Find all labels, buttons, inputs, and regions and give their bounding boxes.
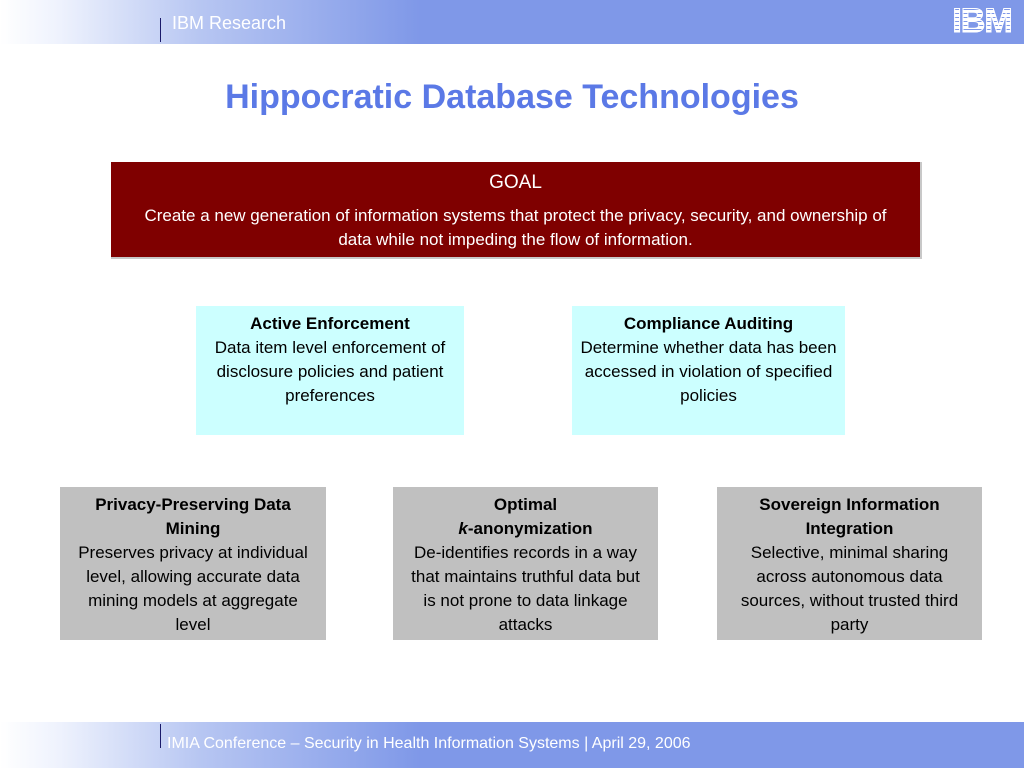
header-brand: IBM Research [172, 13, 287, 33]
box-text: De-identifies records in a way that maintains truthful data but is not prone to data linkage attacks [411, 543, 640, 634]
box-optimal-k-anonymization [393, 487, 658, 640]
footer-text: IMIA Conference – Security in Health Information Systems | April 29, 2006 [167, 735, 691, 752]
goal-title: GOAL [489, 172, 542, 193]
footer-band [0, 722, 1024, 768]
footer-divider [160, 724, 161, 748]
slide-title: Hippocratic Database Technologies [225, 78, 799, 116]
box-title-line2 [405, 517, 646, 541]
box-text: Data item level enforcement of disclosure policies and patient preferences [214, 338, 446, 405]
box-privacy-preserving-data-mining [60, 487, 326, 640]
box-title: Privacy-Preserving Data Mining [95, 495, 291, 538]
box-compliance-auditing [572, 306, 845, 435]
box-text: Preserves privacy at individual level, allowing accurate data mining models at aggregate level [78, 543, 308, 634]
box-sovereign-information-integration [717, 487, 982, 640]
box-text: Determine whether data has been accessed in violation of specified policies [580, 338, 837, 405]
box-title-rest: -anonymization [467, 519, 593, 538]
k-symbol: k [458, 519, 468, 538]
box-title-line1: Optimal [493, 495, 558, 514]
header-band [0, 0, 1024, 44]
box-title: Compliance Auditing [623, 314, 794, 333]
box-active-enforcement [196, 306, 464, 435]
box-title: Sovereign Information Integration [759, 495, 940, 538]
box-title: Active Enforcement [250, 314, 410, 333]
goal-text: Create a new generation of information systems that protect the privacy, security, and ownership of data while not impeding the flow of information. [144, 206, 887, 249]
ibm-logo: IBM [946, 4, 1018, 38]
box-text: Selective, minimal sharing across autonomous data sources, without trusted third party [740, 543, 959, 634]
header-divider [160, 18, 161, 42]
goal-box [111, 162, 922, 259]
